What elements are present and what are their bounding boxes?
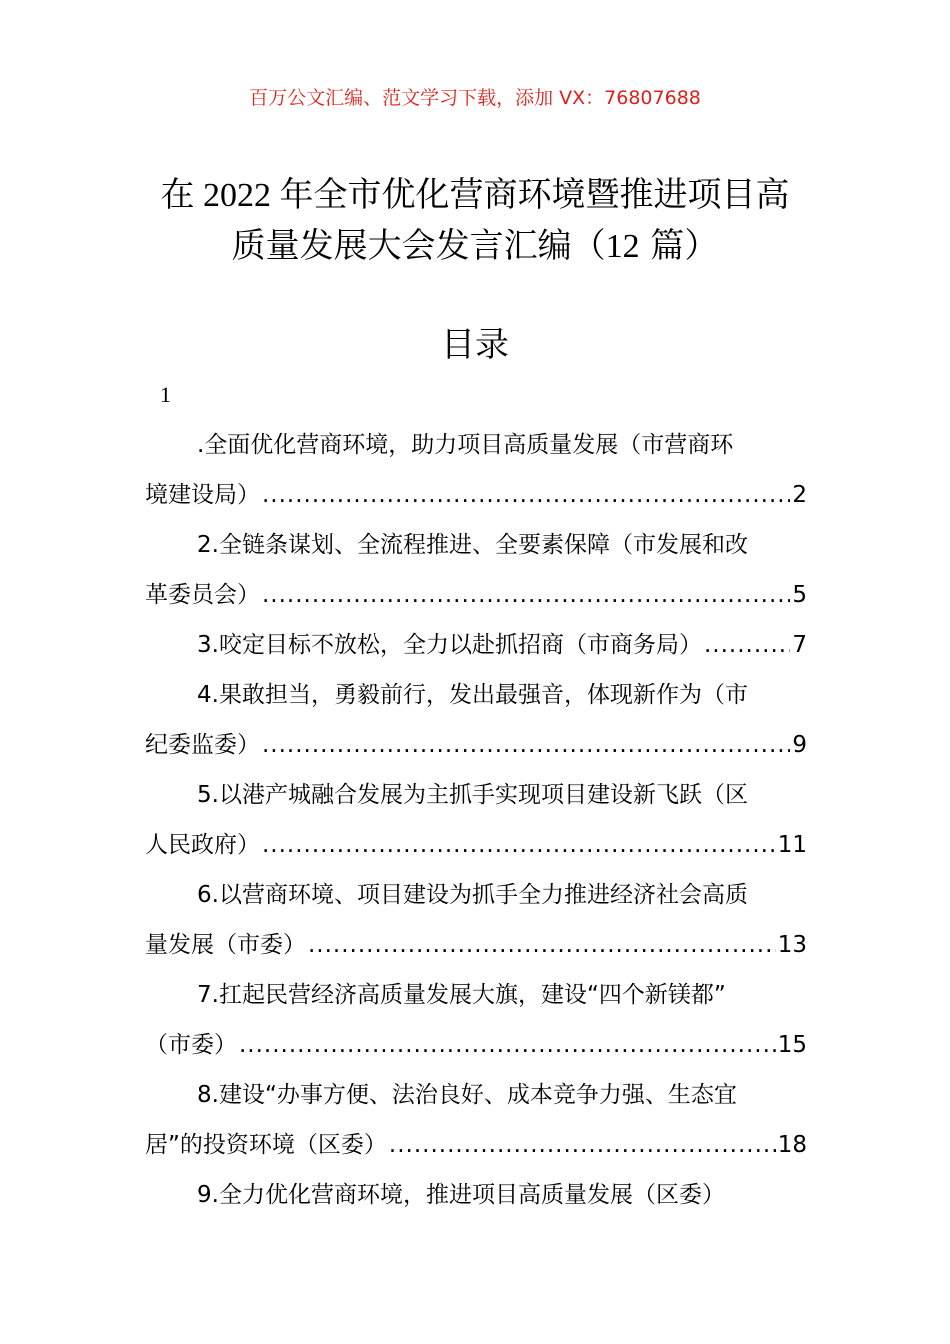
stray-number: 1 xyxy=(160,382,171,407)
toc-entry-title: 7.扛起民营经济高质量发展大旗，建设“四个新镁都” xyxy=(197,982,726,1008)
title-text: 质量发展大会发言汇编（ xyxy=(231,226,606,266)
toc-page-number: 9 xyxy=(792,732,807,758)
dot-leader xyxy=(262,470,790,520)
toc-entry-title: 2.全链条谋划、全流程推进、全要素保障（市发展和改 xyxy=(197,532,748,558)
toc-entry-leader-line xyxy=(145,920,807,970)
toc-entry-8[interactable] xyxy=(145,1070,807,1170)
promo-banner: 百万公文汇编、范文学习下载，添加 VX：76807688 xyxy=(249,87,701,109)
toc-entry-title: 8.建设“办事方便、法治良好、成本竞争力强、生态宜 xyxy=(197,1082,737,1108)
title-line-1 xyxy=(130,170,820,221)
title-text: 在 xyxy=(160,175,195,215)
toc-entry-4[interactable] xyxy=(145,670,807,770)
toc-entry-title: 5.以港产城融合发展为主抓手实现项目建设新飞跃（区 xyxy=(197,782,748,808)
toc-entry-title-cont: 人民政府） xyxy=(145,832,260,858)
title-count: 12 xyxy=(605,228,640,265)
dot-leader xyxy=(389,1120,776,1170)
dot-leader xyxy=(262,570,790,620)
title-year: 2022 xyxy=(194,177,280,214)
title-line-2 xyxy=(130,221,820,272)
toc-entry-title-cont: 纪委监委） xyxy=(145,732,260,758)
toc-entry-title: 3.咬定目标不放松，全力以赴抓招商（市商务局） xyxy=(197,632,702,658)
document-title xyxy=(130,170,820,272)
toc-entry-leader-line xyxy=(145,1120,807,1170)
toc-entry-title: .全面优化营商环境，助力项目高质量发展（市营商环 xyxy=(197,432,734,458)
toc-entry-title-cont: （市委） xyxy=(145,1032,237,1058)
toc-page-number: 2 xyxy=(792,482,807,508)
toc-page-number: 13 xyxy=(777,932,807,958)
dot-leader xyxy=(704,620,790,670)
toc-entry-5[interactable] xyxy=(145,770,807,870)
toc-page-number: 11 xyxy=(777,832,807,858)
table-of-contents xyxy=(145,420,807,1220)
toc-entry-title: 9.全力优化营商环境，推进项目高质量发展（区委） xyxy=(197,1182,725,1208)
toc-entry-leader-line xyxy=(145,720,807,770)
toc-entry-title-cont: 境建设局） xyxy=(145,482,260,508)
toc-entry-title-cont: 量发展（市委） xyxy=(145,932,306,958)
toc-entry-title: 6.以营商环境、项目建设为抓手全力推进经济社会高质 xyxy=(197,882,748,908)
toc-entry-title-cont: 居”的投资环境（区委） xyxy=(145,1132,387,1158)
toc-entry-9[interactable] xyxy=(145,1170,807,1220)
toc-page-number: 7 xyxy=(792,632,807,658)
toc-heading: 目录 xyxy=(441,325,509,365)
toc-entry-leader-line xyxy=(145,620,807,670)
dot-leader xyxy=(262,720,790,770)
toc-entry-title-cont: 革委员会） xyxy=(145,582,260,608)
title-text: 年全市优化营商环境暨推进项目高 xyxy=(279,175,790,215)
toc-entry-leader-line xyxy=(145,470,807,520)
dot-leader xyxy=(262,820,776,870)
title-text: 篇） xyxy=(639,226,719,266)
toc-entry-1[interactable] xyxy=(145,420,807,520)
toc-entry-3[interactable] xyxy=(145,620,807,670)
toc-page-number: 15 xyxy=(777,1032,807,1058)
dot-leader xyxy=(308,920,776,970)
dot-leader xyxy=(239,1020,776,1070)
toc-entry-7[interactable] xyxy=(145,970,807,1070)
toc-entry-leader-line xyxy=(145,1020,807,1070)
toc-entry-leader-line xyxy=(145,820,807,870)
toc-entry-leader-line xyxy=(145,570,807,620)
toc-page-number: 5 xyxy=(792,582,807,608)
toc-entry-2[interactable] xyxy=(145,520,807,620)
toc-page-number: 18 xyxy=(777,1132,807,1158)
toc-entry-6[interactable] xyxy=(145,870,807,970)
toc-entry-title: 4.果敢担当，勇毅前行，发出最强音，体现新作为（市 xyxy=(197,682,748,708)
